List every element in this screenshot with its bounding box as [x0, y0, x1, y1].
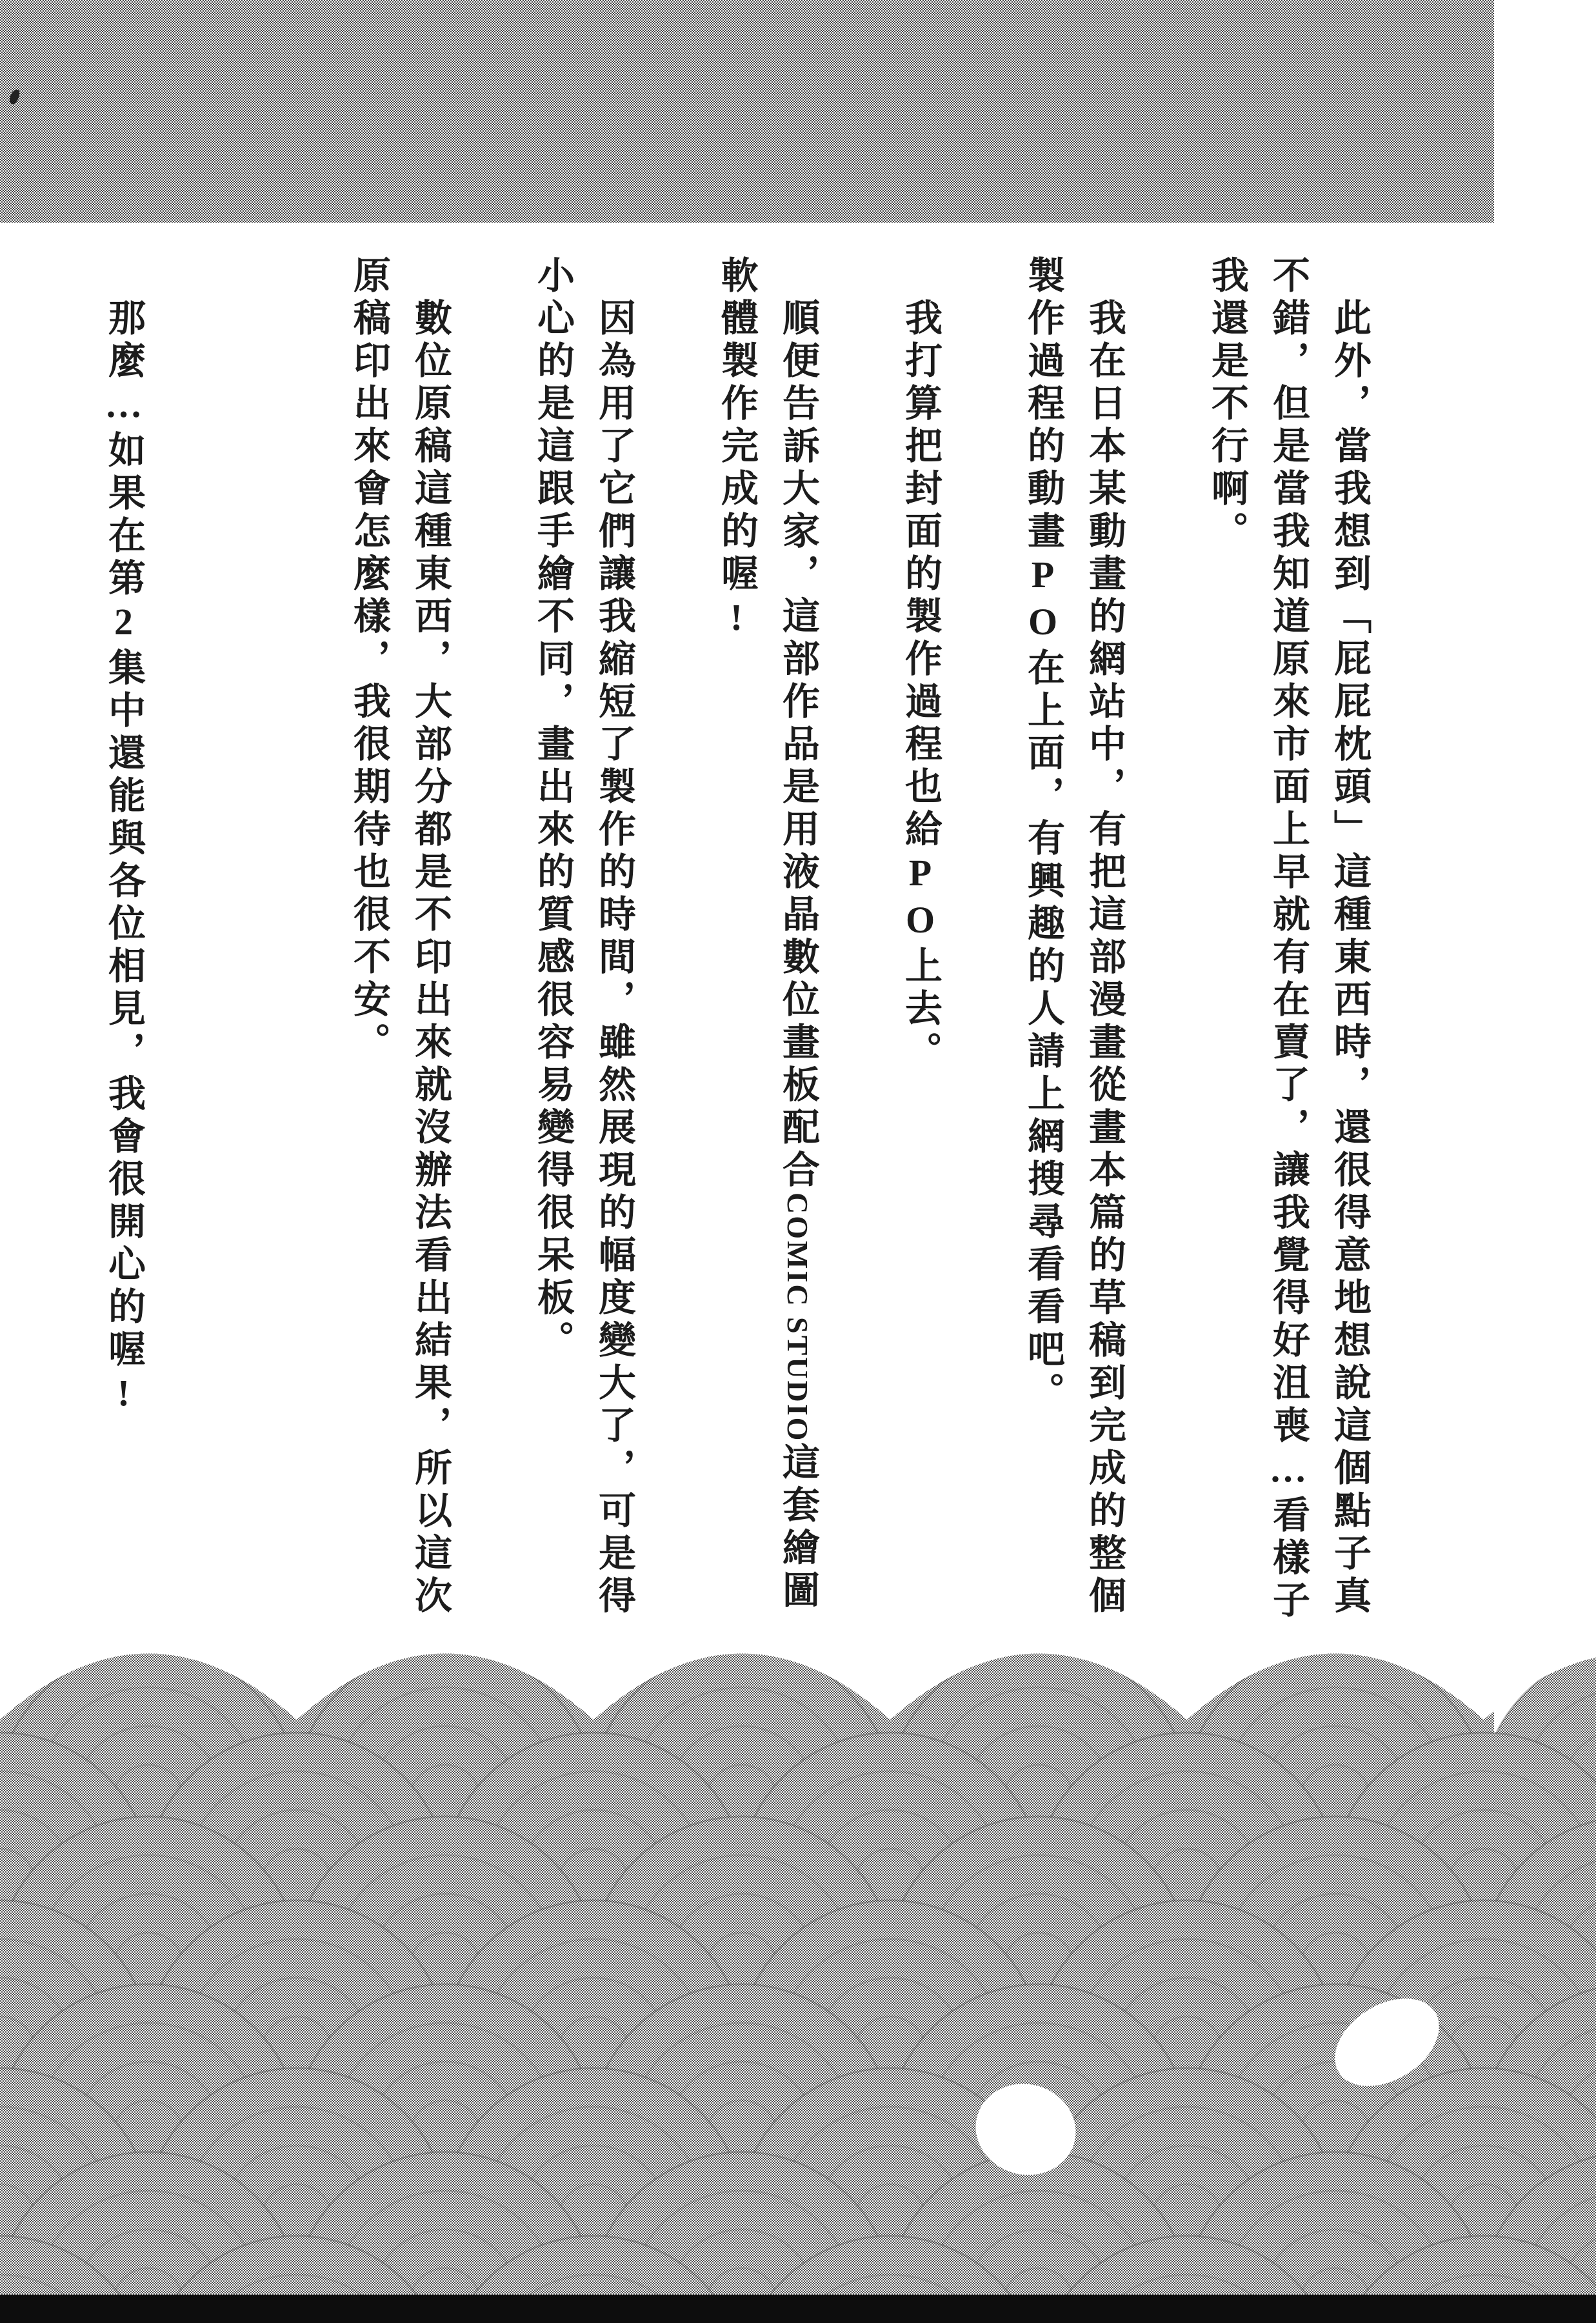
afterword-column: 不錯，但是當我知道原來市面上早就有在賣了，讓我覺得好沮喪…看樣子: [1267, 256, 1309, 1623]
wave-band: [0, 1584, 1596, 2323]
afterword-column: 因為用了它們讓我縮短了製作的時間，雖然展現的幅度變大了，可是得: [593, 298, 635, 1618]
afterword-column: 那麼…如果在第2集中還能與各位相見，我會很開心的喔!: [103, 298, 145, 1419]
afterword-column: 此外，當我想到「屁屁枕頭」這種東西時，還很得意地想說這個點子真: [1328, 298, 1370, 1618]
afterword-column: 順便告訴大家，這部作品是用液晶數位畫板配合COMIC STUDIO這套繪圖: [777, 298, 819, 1613]
afterword-column: 原稿印出來會怎麼樣，我很期待也很不安。: [348, 256, 390, 1065]
afterword-column: 我還是不行啊。: [1206, 256, 1248, 554]
afterword-column: 製作過程的動畫PO在上面，有興趣的人請上網搜尋看看吧。: [1022, 256, 1064, 1414]
page-edge-bar: [0, 2295, 1596, 2323]
afterword-column: 小心的是這跟手繪不同，畫出來的質感很容易變得很呆板。: [532, 256, 574, 1363]
afterword-column: 數位原稿這種東西，大部分都是不印出來就沒辦法看出結果，所以這次: [409, 298, 451, 1618]
latin-run: COMIC STUDIO: [781, 1192, 814, 1443]
afterword-column: 軟體製作完成的喔!: [715, 256, 757, 643]
afterword-column: 我在日本某動畫的網站中，有把這部漫畫從畫本篇的草稿到完成的整個: [1083, 298, 1125, 1618]
afterword-column: 我打算把封面的製作過程也給PO上去。: [899, 298, 941, 1074]
